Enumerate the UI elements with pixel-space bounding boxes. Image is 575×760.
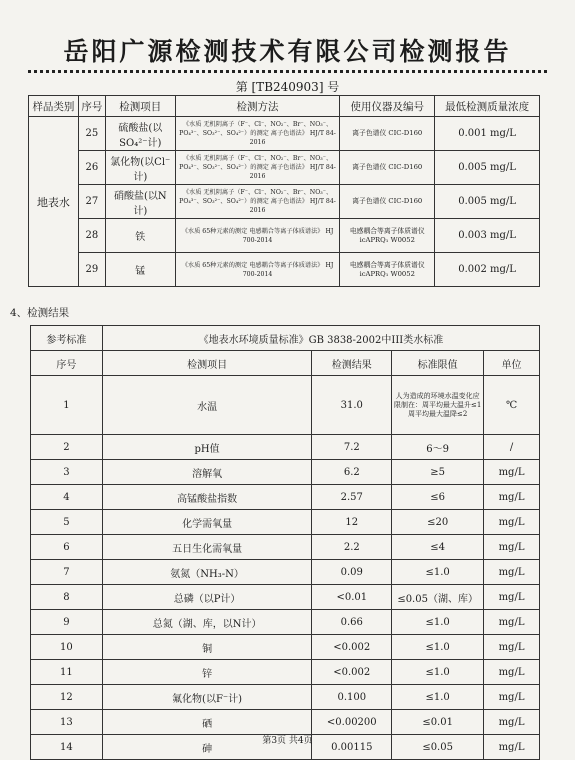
sample-category: 地表水 [29,117,79,287]
test-item: 砷 [102,735,312,760]
test-result: 0.09 [312,560,392,585]
row-number: 4 [31,485,103,510]
unit: mg/L [484,660,540,685]
test-result: 6.2 [312,460,392,485]
table-row [31,610,540,635]
results-header [31,351,540,376]
detection-limit: 0.002 mg/L [435,253,540,287]
unit: mg/L [484,585,540,610]
unit: mg/L [484,610,540,635]
reference-row [31,326,540,351]
test-result: 31.0 [312,376,392,435]
test-item: 硝酸盐(以N 计) [105,185,175,219]
test-item: 硒 [102,710,312,735]
test-result: 7.2 [312,435,392,460]
table-row [31,510,540,535]
test-item: 锌 [102,660,312,685]
header-cell: 使用仪器及编号 [340,96,435,117]
test-item: pH值 [102,435,312,460]
page-footer: 第3页 共4页 [262,736,313,746]
test-item: 高锰酸盐指数 [102,485,312,510]
reference-label: 参考标准 [31,326,103,351]
header-cell: 单位 [484,351,540,376]
unit: mg/L [484,510,540,535]
header-cell: 最低检测质量浓度 [435,96,540,117]
table-row [31,710,540,735]
standard-limit: ≤4 [392,535,484,560]
header-cell: 检测项目 [102,351,312,376]
test-result: 0.100 [312,685,392,710]
header-cell: 序号 [31,351,103,376]
test-item: 五日生化需氧量 [102,535,312,560]
header-cell: 检测结果 [312,351,392,376]
row-number: 27 [78,185,105,219]
test-result: 2.57 [312,485,392,510]
standard-limit: ≤0.01 [392,710,484,735]
standard-limit: ≤1.0 [392,685,484,710]
dotted-divider [28,70,547,73]
test-result: <0.00200 [312,710,392,735]
header-cell: 标准限值 [392,351,484,376]
unit: mg/L [484,735,540,760]
test-result: <0.01 [312,585,392,610]
row-number: 26 [78,151,105,185]
row-number: 28 [78,219,105,253]
table-row [31,376,540,435]
table-row [31,585,540,610]
row-number: 3 [31,460,103,485]
unit: mg/L [484,535,540,560]
test-method: 《水质 无机阴离子（F⁻、Cl⁻、NO₂⁻、Br⁻、NO₃⁻、PO₄³⁻、SO₃²⁻、SO₄²⁻）的测定 离子色谱法》 HJ/T 84-2016 [175,185,340,219]
table-row [31,685,540,710]
table-row [29,117,540,151]
test-item: 铁 [105,219,175,253]
test-item: 氨氮（NH₃-N） [102,560,312,585]
header-cell: 样品类别 [29,96,79,117]
standard-limit: ≤1.0 [392,660,484,685]
reference-standard: 《地表水环境质量标准》GB 3838-2002中III类水标准 [102,326,539,351]
table-row [29,253,540,287]
detection-limit: 0.005 mg/L [435,185,540,219]
results-table [30,325,540,760]
test-item: 锰 [105,253,175,287]
table-row [29,185,540,219]
test-result: 0.66 [312,610,392,635]
test-item: 水温 [102,376,312,435]
detection-limit: 0.005 mg/L [435,151,540,185]
row-number: 25 [78,117,105,151]
unit: mg/L [484,685,540,710]
row-number: 5 [31,510,103,535]
standard-limit: ≤1.0 [392,635,484,660]
table-row [29,151,540,185]
detection-limit: 0.003 mg/L [435,219,540,253]
unit: mg/L [484,485,540,510]
unit: mg/L [484,560,540,585]
test-method: 《水质 65种元素的测定 电感耦合等离子体质谱法》 HJ 700-2014 [175,253,340,287]
row-number: 8 [31,585,103,610]
standard-limit: 6～9 [392,435,484,460]
instrument: 离子色谱仪 CIC-D160 [340,151,435,185]
table-row [31,460,540,485]
instrument: 电感耦合等离子体质谱仪icAPRQ₁ W0052 [340,219,435,253]
unit: ℃ [484,376,540,435]
row-number: 9 [31,610,103,635]
standard-limit: ≤6 [392,485,484,510]
unit: mg/L [484,635,540,660]
unit: mg/L [484,460,540,485]
test-item: 硫酸盐(以SO₄²⁻计) [105,117,175,151]
report-title: 岳阳广源检测技术有限公司检测报告 [63,37,512,66]
row-number: 14 [31,735,103,760]
test-item: 氟化物(以F⁻计) [102,685,312,710]
row-number: 10 [31,635,103,660]
standard-limit: ≤0.05（湖、库） [392,585,484,610]
row-number: 13 [31,710,103,735]
test-item: 总磷（以P计） [102,585,312,610]
row-number: 7 [31,560,103,585]
row-number: 11 [31,660,103,685]
test-result: 2.2 [312,535,392,560]
test-result: <0.002 [312,660,392,685]
method-table-header [29,96,540,117]
table-row [31,560,540,585]
test-result: <0.002 [312,635,392,660]
test-method: 《水质 65种元素的测定 电感耦合等离子体质谱法》 HJ 700-2014 [175,219,340,253]
standard-limit: ≤0.05 [392,735,484,760]
test-item: 化学需氧量 [102,510,312,535]
standard-limit: ≤1.0 [392,610,484,635]
standard-limit: ≤1.0 [392,560,484,585]
table-row [31,485,540,510]
row-number: 6 [31,535,103,560]
detection-limit: 0.001 mg/L [435,117,540,151]
test-result: 0.00115 [312,735,392,760]
header-cell: 序号 [78,96,105,117]
instrument: 离子色谱仪 CIC-D160 [340,185,435,219]
standard-limit: ≤20 [392,510,484,535]
method-table [28,95,540,287]
unit: / [484,435,540,460]
unit: mg/L [484,710,540,735]
instrument: 离子色谱仪 CIC-D160 [340,117,435,151]
test-item: 溶解氧 [102,460,312,485]
row-number: 2 [31,435,103,460]
table-row [31,535,540,560]
test-method: 《水质 无机阴离子（F⁻、Cl⁻、NO₂⁻、Br⁻、NO₃⁻、PO₄³⁻、SO₃²⁻、SO₄²⁻）的测定 离子色谱法》 HJ/T 84-2016 [175,151,340,185]
header-cell: 检测项目 [105,96,175,117]
standard-limit: ≥5 [392,460,484,485]
report-number: 第 [TB240903] 号 [235,80,340,94]
test-result: 12 [312,510,392,535]
table-row [31,635,540,660]
table-row [29,219,540,253]
test-item: 氯化物(以Cl⁻计) [105,151,175,185]
section-title: 4、检测结果 [10,307,70,319]
row-number: 12 [31,685,103,710]
standard-limit: 人为造成的环境水温变化应限制在：周平均最大温升≤1 周平均最大温降≤2 [392,376,484,435]
table-row [31,660,540,685]
test-item: 铜 [102,635,312,660]
test-method: 《水质 无机阴离子（F⁻、Cl⁻、NO₂⁻、Br⁻、NO₃⁻、PO₄³⁻、SO₃²⁻、SO₄²⁻）的测定 离子色谱法》 HJ/T 84-2016 [175,117,340,151]
table-row [31,435,540,460]
instrument: 电感耦合等离子体质谱仪icAPRQ₁ W0052 [340,253,435,287]
row-number: 1 [31,376,103,435]
test-item: 总氮（湖、库，以N计） [102,610,312,635]
header-cell: 检测方法 [175,96,340,117]
row-number: 29 [78,253,105,287]
